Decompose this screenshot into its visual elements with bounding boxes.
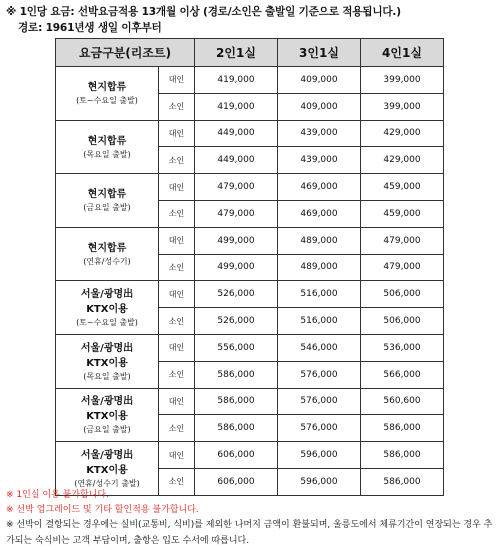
price-cell: 516,000 bbox=[278, 308, 361, 335]
age-category: 대인 bbox=[159, 442, 195, 469]
fare-group-label bbox=[56, 174, 159, 228]
group-title-line: 서울/광명出 bbox=[80, 449, 134, 461]
age-category: 소인 bbox=[159, 254, 195, 281]
price-cell: 499,000 bbox=[195, 254, 278, 281]
price-cell: 409,000 bbox=[278, 93, 361, 120]
table-row bbox=[56, 227, 444, 254]
table-row bbox=[56, 388, 444, 415]
group-title-line: 서울/광명出 bbox=[80, 289, 134, 301]
price-cell: 399,000 bbox=[361, 67, 444, 94]
price-cell: 506,000 bbox=[361, 281, 444, 308]
group-departure-note: (토~수요일 출발) bbox=[76, 96, 138, 106]
price-cell: 576,000 bbox=[278, 388, 361, 415]
group-title-line: KTX이용 bbox=[86, 411, 128, 423]
price-cell: 576,000 bbox=[278, 415, 361, 442]
price-cell: 449,000 bbox=[195, 147, 278, 174]
group-departure-note: (금요일 출발) bbox=[83, 425, 131, 435]
fare-group-label bbox=[56, 334, 159, 388]
price-cell: 586,000 bbox=[195, 361, 278, 388]
group-departure-note: (목요일 출발) bbox=[83, 371, 131, 381]
age-category: 소인 bbox=[159, 200, 195, 227]
price-cell: 479,000 bbox=[361, 227, 444, 254]
group-title-line: KTX이용 bbox=[86, 464, 128, 476]
group-departure-note: (연휴/성수기 출발) bbox=[74, 478, 140, 488]
price-cell: 479,000 bbox=[195, 200, 278, 227]
price-cell: 586,000 bbox=[361, 468, 444, 495]
age-category: 소인 bbox=[159, 308, 195, 335]
price-cell: 586,000 bbox=[361, 442, 444, 469]
age-category: 대인 bbox=[159, 67, 195, 94]
note-no-upgrade: ※ 선박 업그레이드 및 기타 할인적용 불가합니다. bbox=[6, 505, 199, 516]
table-row bbox=[56, 120, 444, 147]
price-cell: 489,000 bbox=[278, 227, 361, 254]
price-cell: 536,000 bbox=[361, 334, 444, 361]
table-row bbox=[56, 174, 444, 201]
age-category: 대인 bbox=[159, 281, 195, 308]
group-title-line: 서울/광명出 bbox=[80, 342, 134, 354]
price-cell: 469,000 bbox=[278, 200, 361, 227]
table-row bbox=[56, 67, 444, 94]
senior-age-note: 경로: 1961년생 생일 이후부터 bbox=[18, 22, 162, 34]
price-cell: 439,000 bbox=[278, 147, 361, 174]
price-cell: 606,000 bbox=[195, 442, 278, 469]
age-category: 대인 bbox=[159, 388, 195, 415]
price-cell: 566,000 bbox=[361, 361, 444, 388]
price-cell: 469,000 bbox=[278, 174, 361, 201]
price-cell: 586,000 bbox=[195, 415, 278, 442]
note-single-room: ※ 1인실 이용 불가합니다. bbox=[6, 490, 109, 500]
fare-group-label bbox=[56, 281, 159, 335]
price-cell: 499,000 bbox=[195, 227, 278, 254]
price-cell: 419,000 bbox=[195, 67, 278, 94]
age-category: 대인 bbox=[159, 120, 195, 147]
age-category: 소인 bbox=[159, 93, 195, 120]
price-cell: 419,000 bbox=[195, 93, 278, 120]
fare-notice-line1: ※ 1인당 요금: 선박요금적용 13개월 이상 (경로/소인은 출발일 기준으로 적용됩니다.) bbox=[6, 6, 401, 18]
price-cell: 459,000 bbox=[361, 200, 444, 227]
price-cell: 439,000 bbox=[278, 120, 361, 147]
group-departure-note: (연휴/성수기) bbox=[83, 257, 131, 267]
price-cell: 560,600 bbox=[361, 388, 444, 415]
fare-table-body bbox=[56, 67, 444, 496]
header-room-2: 2인1실 bbox=[195, 39, 278, 67]
group-title-line: KTX이용 bbox=[86, 357, 128, 369]
header-room-3: 3인1실 bbox=[278, 39, 361, 67]
price-cell: 526,000 bbox=[195, 308, 278, 335]
group-departure-note: (토~수요일 출발) bbox=[76, 318, 138, 328]
age-category: 소인 bbox=[159, 468, 195, 495]
age-category: 대인 bbox=[159, 227, 195, 254]
price-cell: 596,000 bbox=[278, 442, 361, 469]
fare-group-label bbox=[56, 388, 159, 442]
fare-group-label bbox=[56, 67, 159, 121]
age-category: 소인 bbox=[159, 361, 195, 388]
price-cell: 429,000 bbox=[361, 147, 444, 174]
note-cancellation: ※ 선박이 결항되는 경우에는 실비(교통비, 식비)를 제외한 나머지 금액이 환불되며, 울릉도에서 체류기간이 연장되는 경우 추가되는 숙식비는 고객 부담이며, 출항은 입도 수서에 따릅니다. bbox=[6, 520, 493, 546]
price-cell: 489,000 bbox=[278, 254, 361, 281]
price-cell: 429,000 bbox=[361, 120, 444, 147]
group-title-line: 현지합류 bbox=[87, 135, 127, 147]
age-category: 소인 bbox=[159, 415, 195, 442]
table-row bbox=[56, 334, 444, 361]
price-cell: 516,000 bbox=[278, 281, 361, 308]
price-cell: 526,000 bbox=[195, 281, 278, 308]
price-cell: 606,000 bbox=[195, 468, 278, 495]
price-cell: 506,000 bbox=[361, 308, 444, 335]
price-cell: 586,000 bbox=[195, 388, 278, 415]
price-cell: 586,000 bbox=[361, 415, 444, 442]
price-cell: 459,000 bbox=[361, 174, 444, 201]
table-row bbox=[56, 442, 444, 469]
group-title-line: 현지합류 bbox=[87, 243, 127, 255]
group-departure-note: (목요일 출발) bbox=[83, 149, 131, 159]
price-cell: 576,000 bbox=[278, 361, 361, 388]
price-cell: 479,000 bbox=[195, 174, 278, 201]
fare-group-label bbox=[56, 120, 159, 174]
price-cell: 479,000 bbox=[361, 254, 444, 281]
price-cell: 556,000 bbox=[195, 334, 278, 361]
age-category: 대인 bbox=[159, 334, 195, 361]
price-cell: 399,000 bbox=[361, 93, 444, 120]
price-cell: 449,000 bbox=[195, 120, 278, 147]
fare-table-header-row bbox=[56, 39, 444, 67]
table-row bbox=[56, 281, 444, 308]
group-title-line: KTX이용 bbox=[86, 304, 128, 316]
price-cell: 409,000 bbox=[278, 67, 361, 94]
group-title-line: 현지합류 bbox=[87, 82, 127, 94]
group-title-line: 현지합류 bbox=[87, 189, 127, 201]
price-cell: 596,000 bbox=[278, 468, 361, 495]
group-departure-note: (금요일 출발) bbox=[83, 203, 131, 213]
fare-table bbox=[55, 38, 444, 496]
age-category: 소인 bbox=[159, 147, 195, 174]
header-room-4: 4인1실 bbox=[361, 39, 444, 67]
header-fare-type: 요금구분(리조트) bbox=[56, 39, 195, 67]
fare-group-label bbox=[56, 227, 159, 281]
age-category: 대인 bbox=[159, 174, 195, 201]
notes bbox=[6, 488, 494, 549]
price-cell: 546,000 bbox=[278, 334, 361, 361]
group-title-line: 서울/광명出 bbox=[80, 396, 134, 408]
